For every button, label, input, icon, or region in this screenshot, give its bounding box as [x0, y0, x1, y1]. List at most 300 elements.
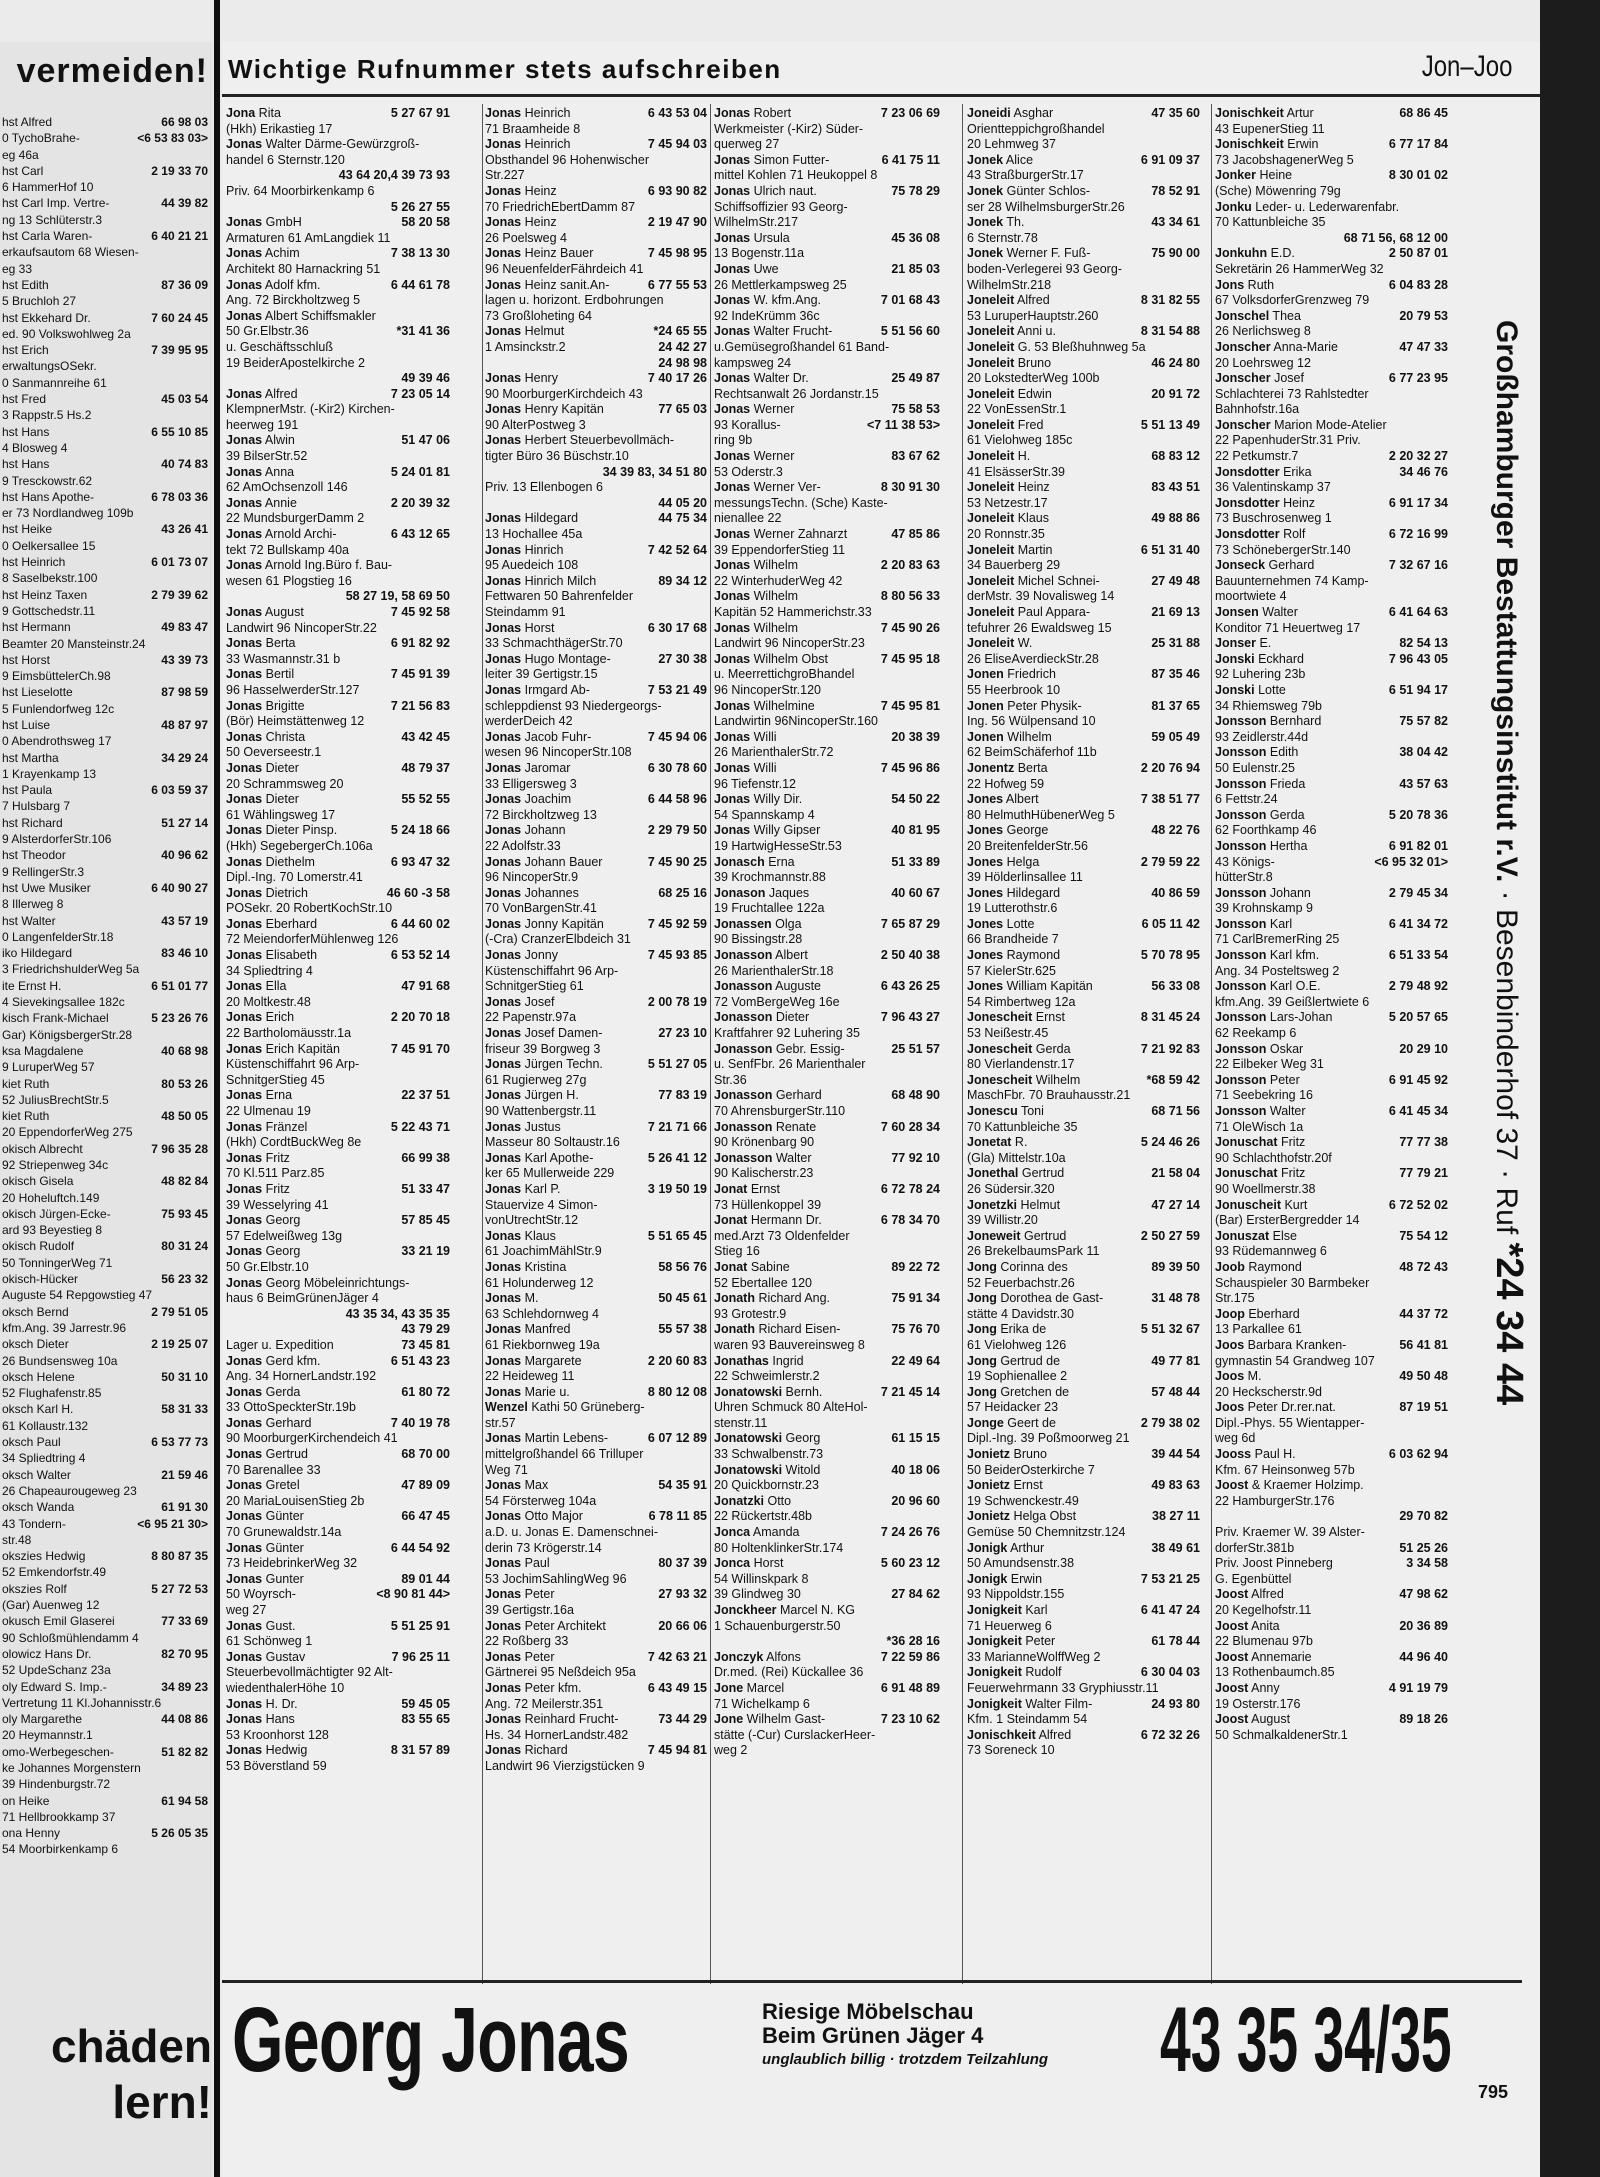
entry-details: Ingrid — [768, 1353, 804, 1368]
surname: Jonas — [226, 636, 263, 651]
side-advertisement — [1466, 320, 1546, 1720]
previous-page-header: vermeiden! — [16, 52, 208, 90]
entry-details: Werner — [750, 449, 795, 464]
phone-number: 7 45 93 85 — [647, 948, 707, 963]
listing-entry — [226, 808, 450, 824]
surname: Joneleit — [967, 339, 1015, 354]
listing-entry — [1215, 699, 1448, 715]
listing-entry — [1215, 1634, 1448, 1650]
entry-details: Corinna des — [996, 1259, 1068, 1274]
surname: Jonas — [226, 1384, 263, 1399]
phone-number: 7 21 71 66 — [647, 1119, 707, 1134]
entry-details: 54 Moorbirkenkamp 6 — [2, 1842, 119, 1857]
listing-entry — [485, 1244, 707, 1260]
listing-entry — [485, 1088, 707, 1104]
listing-entry — [485, 1494, 707, 1510]
entry-details: Edwin — [1014, 386, 1052, 401]
previous-page-entry — [2, 1369, 208, 1385]
surname: Jonas — [226, 885, 263, 900]
listing-entry — [714, 511, 940, 527]
surname: Jonas — [226, 823, 263, 838]
entry-details: 1 Amsinckstr.2 — [485, 339, 566, 354]
entry-details: 39 BilserStr.52 — [226, 449, 308, 464]
surname: Jonczyk — [714, 1649, 764, 1664]
entry-details: H. — [1014, 449, 1031, 464]
entry-details: Raymond — [1003, 948, 1061, 963]
phone-number: 8 31 57 89 — [390, 1743, 450, 1758]
listing-entry — [226, 605, 450, 621]
phone-number: 27 84 62 — [891, 1587, 940, 1602]
entry-details: Georg — [782, 1431, 821, 1446]
entry-details: 73 SchönebergerStr.140 — [1215, 542, 1351, 557]
listing-entry — [226, 1026, 450, 1042]
phone-number: 5 26 05 35 — [151, 1826, 208, 1841]
phone-number: 77 65 03 — [658, 402, 707, 417]
listing-column — [226, 106, 450, 2006]
entry-details: 39 Willistr.20 — [967, 1213, 1038, 1228]
left-footer-line1: chäden — [50, 2020, 212, 2072]
listing-entry — [967, 449, 1200, 465]
entry-details: Paul Appara- — [1014, 605, 1090, 619]
entry-details: Gerda — [1266, 807, 1305, 822]
previous-page-entry — [2, 945, 208, 961]
entry-details: kiet Ruth — [2, 1109, 50, 1124]
listing-entry — [1215, 1463, 1448, 1479]
listing-entry — [485, 1728, 707, 1744]
listing-entry — [1215, 231, 1448, 247]
listing-entry — [1215, 558, 1448, 574]
entry-details: Margarete — [521, 1353, 582, 1368]
surname: Jonsson — [1215, 885, 1267, 900]
phone-number: 44 96 40 — [1399, 1649, 1448, 1664]
entry-details: 26 Nerlichsweg 8 — [1215, 324, 1311, 339]
entry-details: kisch Frank-Michael — [2, 1011, 109, 1026]
entry-details: hst Alfred — [2, 115, 53, 129]
entry-details: Josef — [521, 994, 555, 1009]
previous-page-entry — [2, 929, 208, 945]
phone-number: <6 53 83 03> — [137, 131, 208, 146]
phone-number: 6 41 75 11 — [881, 152, 940, 167]
listing-entry — [714, 1681, 940, 1697]
listing-entry — [714, 745, 940, 761]
phone-number: 89 39 50 — [1151, 1259, 1200, 1274]
listing-entry — [714, 1400, 940, 1416]
listing-entry — [714, 792, 940, 808]
phone-number: 5 60 23 12 — [880, 1556, 940, 1571]
listing-entry — [967, 979, 1200, 995]
entry-details: 52 UpdeSchanz 23a — [2, 1663, 111, 1678]
entry-details: u. SenfFbr. 26 Marienthaler — [714, 1057, 866, 1072]
surname: Jonigkeit — [967, 1696, 1022, 1711]
listing-entry — [1215, 1509, 1448, 1525]
entry-details: Annemarie — [1248, 1649, 1312, 1664]
entry-details: Peter — [521, 1587, 555, 1602]
phone-number: 57 48 44 — [1151, 1384, 1200, 1399]
entry-details: Hinrich Milch — [521, 573, 597, 588]
surname: Jonat — [714, 1259, 748, 1274]
phone-number: 3 34 58 — [1406, 1556, 1448, 1571]
phone-number: 5 26 41 12 — [647, 1150, 707, 1165]
listing-entry — [485, 1463, 707, 1479]
previous-page-entry — [2, 342, 208, 358]
surname: Jonas — [485, 215, 522, 230]
phone-number: 55 57 38 — [658, 1322, 707, 1337]
surname: Jonsson — [1215, 1104, 1267, 1118]
listing-entry — [485, 761, 707, 777]
entry-details: 1 Krayenkamp 13 — [2, 766, 97, 781]
listing-entry — [967, 106, 1200, 122]
previous-page-strip — [0, 42, 212, 2177]
surname: Jonseck — [1215, 558, 1266, 573]
entry-details: Martin Lebens- — [521, 1431, 608, 1446]
phone-number: 2 20 39 32 — [390, 495, 450, 510]
listing-entry — [1215, 246, 1448, 262]
phone-number: 6 43 26 25 — [880, 979, 940, 994]
entry-details: Henry — [521, 371, 558, 386]
phone-number: *31 41 36 — [396, 324, 450, 339]
entry-details: 13 Hochallee 45a — [485, 527, 583, 542]
surname: Joost — [1215, 1478, 1249, 1493]
entry-details: Peter kfm. — [521, 1680, 582, 1695]
surname: Jonas — [226, 386, 263, 401]
entry-details: Peter Physik- — [1003, 698, 1082, 713]
entry-details: 90 AlterPostweg 3 — [485, 417, 586, 432]
surname: Jonas — [714, 371, 751, 386]
surname: Jonuschat — [1215, 1135, 1278, 1150]
entry-details: 39 Krochmannstr.88 — [714, 870, 826, 885]
listing-entry — [485, 1619, 707, 1635]
entry-details: 61 Vielohweg 185c — [967, 433, 1073, 448]
entry-details: hst Paula — [2, 783, 53, 798]
surname: Jonen — [967, 698, 1004, 713]
surname: Jonas — [226, 464, 263, 479]
entry-details: iko Hildegard — [2, 946, 73, 961]
entry-details: Schlachterei 73 Rahlstedter — [1215, 386, 1369, 401]
listing-entry — [967, 511, 1200, 527]
listing-entry — [485, 1665, 707, 1681]
entry-details: Alwin — [262, 433, 295, 448]
entry-details: SchnitgerStieg 61 — [485, 979, 584, 994]
entry-details: (Hkh) Erikastieg 17 — [226, 121, 333, 136]
phone-number: 6 91 48 89 — [880, 1680, 940, 1695]
entry-details: 93 Korallus- — [714, 417, 781, 432]
surname: Jonas — [485, 916, 522, 931]
listing-entry — [967, 1556, 1200, 1572]
phone-number: 56 33 08 — [1151, 979, 1200, 994]
entry-details: 71 OleWisch 1a — [1215, 1119, 1304, 1134]
surname: Jonsson — [1215, 979, 1267, 994]
entry-details: okisch Jürgen-Ecke- — [2, 1206, 111, 1221]
listing-entry — [714, 137, 940, 153]
surname: Jonetat — [967, 1135, 1012, 1150]
entry-details: Ernst — [1032, 1010, 1065, 1025]
surname: Jonas — [485, 1680, 522, 1695]
entry-details: Priv. 64 Moorbirkenkamp 6 — [226, 183, 375, 198]
entry-details: August — [1248, 1712, 1291, 1727]
listing-entry — [226, 1634, 450, 1650]
entry-details: Alfred — [1248, 1587, 1284, 1602]
entry-details: vonUtrechtStr.12 — [485, 1213, 579, 1228]
listing-entry — [1215, 1042, 1448, 1058]
entry-details: okisch-Hücker — [2, 1272, 79, 1287]
previous-page-entry — [2, 587, 208, 603]
entry-details: oksch Dieter — [2, 1337, 69, 1352]
listing-entry — [714, 324, 940, 340]
entry-details: Klaus — [1014, 511, 1049, 526]
listing-entry — [1215, 1120, 1448, 1136]
entry-details: Hans — [262, 1712, 295, 1727]
phone-number: 2 00 78 19 — [647, 994, 707, 1009]
entry-details: Lars-Johan — [1266, 1010, 1333, 1025]
listing-entry — [485, 1307, 707, 1323]
phone-number: 7 21 92 83 — [1140, 1041, 1200, 1056]
entry-details: Ang. 72 Meilerstr.351 — [485, 1696, 604, 1711]
listing-entry — [967, 371, 1200, 387]
previous-page-entry — [2, 1760, 208, 1776]
listing-entry — [714, 1276, 940, 1292]
surname: Jone — [714, 1712, 744, 1727]
entry-details: 61 Vielohweg 126 — [967, 1337, 1067, 1352]
previous-page-entry — [2, 1043, 208, 1059]
listing-entry — [226, 855, 450, 871]
listing-entry — [1215, 870, 1448, 886]
surname: Joneidi — [967, 106, 1011, 120]
entry-details: Kristina — [521, 1259, 567, 1274]
surname: Jonietz — [967, 1478, 1011, 1493]
listing-entry — [714, 1447, 940, 1463]
surname: Jonek — [967, 152, 1004, 167]
entry-details: Henry Kapitän — [521, 402, 604, 417]
listing-entry — [226, 1088, 450, 1104]
surname: Jonigk — [967, 1540, 1008, 1555]
entry-details: mittelgroßhandel 66 Trilluper — [485, 1447, 644, 1462]
entry-details: Masseur 80 Soltaustr.16 — [485, 1135, 620, 1150]
entry-details: Alfons — [763, 1649, 801, 1664]
entry-details: 70 FriedrichEbertDamm 87 — [485, 199, 636, 214]
listing-entry — [226, 1042, 450, 1058]
entry-details: 52 JuliusBrechtStr.5 — [2, 1092, 109, 1107]
phone-number: 27 49 48 — [1151, 573, 1200, 588]
entry-details: Lager u. Expedition — [226, 1337, 334, 1352]
entry-details: Architekt 80 Harnackring 51 — [226, 261, 381, 276]
surname: Jonsdotter — [1215, 495, 1280, 510]
phone-number: 54 35 91 — [658, 1478, 707, 1493]
previous-page-entry — [2, 1173, 208, 1189]
listing-entry — [714, 1151, 940, 1167]
entry-details: Anny — [1248, 1680, 1280, 1695]
surname: Jonas — [485, 573, 522, 588]
surname: Jonas — [226, 1509, 263, 1524]
entry-details: Landwirt 96 NincoperStr.22 — [226, 620, 377, 635]
surname: Jooss — [1215, 1447, 1252, 1462]
surname: Jonas — [226, 1696, 263, 1711]
previous-page-entry — [2, 1271, 208, 1287]
previous-page-entry — [2, 326, 208, 342]
entry-details: Rolf — [1279, 527, 1306, 542]
surname: Joneleit — [967, 324, 1015, 339]
listing-entry — [226, 262, 450, 278]
entry-details: Fritz — [1277, 1166, 1306, 1181]
phone-number: 20 66 06 — [658, 1618, 707, 1633]
surname: Jonas — [714, 792, 751, 807]
entry-details: hst Walter — [2, 913, 56, 928]
listing-entry — [485, 1166, 707, 1182]
listing-entry — [1215, 1431, 1448, 1447]
previous-page-entry — [2, 310, 208, 326]
surname: Jonas — [226, 760, 263, 775]
phone-number: *24 65 55 — [653, 324, 707, 339]
listing-entry — [714, 543, 940, 559]
entry-details: ring 9b — [714, 433, 753, 448]
entry-details: Schiffsoffizier 93 Georg- — [714, 199, 848, 214]
entry-details: 33 Elligersweg 3 — [485, 776, 577, 791]
entry-details: Walter — [1266, 1104, 1306, 1118]
previous-page-entry — [2, 1727, 208, 1743]
phone-number: 7 45 94 06 — [647, 729, 707, 744]
phone-number: 22 37 51 — [401, 1088, 450, 1103]
listing-entry — [1215, 1198, 1448, 1214]
surname: Jones — [967, 792, 1004, 807]
listing-entry — [714, 153, 940, 169]
entry-details: Adolf kfm. — [262, 277, 321, 292]
entry-details: 50 BeiderOsterkirche 7 — [967, 1462, 1095, 1477]
listing-entry — [714, 465, 940, 481]
phone-number: 7 45 94 81 — [647, 1743, 707, 1758]
entry-details: 53 Oderstr.3 — [714, 464, 783, 479]
entry-details: 43 Königs- — [1215, 854, 1275, 869]
phone-number: 6 72 32 26 — [1140, 1727, 1200, 1742]
listing-entry — [485, 1151, 707, 1167]
phone-number: 49 50 48 — [1399, 1369, 1448, 1384]
side-ad-brand: Großhamburger Bestattungsinstitut r.V. — [1490, 320, 1523, 883]
entry-details: Anni u. — [1014, 324, 1056, 339]
entry-details: 90 Schloßmühlendamm 4 — [2, 1630, 139, 1645]
phone-number: 46 24 80 — [1151, 355, 1200, 370]
entry-details: 26 Südersir.320 — [967, 1181, 1055, 1196]
entry-details: 22 Hofweg 59 — [967, 776, 1045, 791]
listing-entry — [1215, 387, 1448, 403]
phone-number: 83 55 65 — [401, 1712, 450, 1727]
surname: Jonek — [967, 215, 1004, 230]
phone-number: 47 89 09 — [401, 1478, 450, 1493]
listing-entry — [967, 714, 1200, 730]
entry-details: 8 Illerweg 8 — [2, 897, 64, 912]
phone-number: 89 22 72 — [891, 1259, 940, 1274]
phone-number: 68 70 00 — [401, 1447, 450, 1462]
entry-details: 50 Amundsenstr.38 — [967, 1556, 1075, 1571]
previous-page-entry — [2, 1597, 208, 1613]
previous-page-entry — [2, 1711, 208, 1727]
surname: Jonas — [485, 277, 522, 292]
listing-entry — [967, 184, 1200, 200]
listing-entry — [1215, 1307, 1448, 1323]
phone-number: 6 51 43 23 — [390, 1353, 450, 1368]
entry-details: 20 Kegelhofstr.11 — [1215, 1603, 1312, 1617]
surname: Jonas — [485, 137, 522, 152]
entry-details: Heinz — [521, 215, 557, 230]
phone-number: 55 52 55 — [401, 792, 450, 807]
entry-details: Irmgard Ab- — [521, 682, 590, 697]
surname: Jonsdotter — [1215, 464, 1280, 479]
previous-page-entry — [2, 717, 208, 733]
bottom-ad-text — [762, 2000, 1142, 2072]
entry-details: Bruno — [1014, 355, 1052, 370]
listing-entry — [1215, 777, 1448, 793]
listing-entry — [714, 1120, 940, 1136]
listing-entry — [485, 215, 707, 231]
phone-number: 7 40 17 26 — [647, 371, 707, 386]
phone-number: 5 51 13 49 — [1140, 417, 1200, 432]
entry-details: Wilhelm — [750, 558, 799, 573]
phone-number: 51 33 47 — [401, 1181, 450, 1196]
listing-entry — [967, 761, 1200, 777]
phone-number: 6 43 12 65 — [390, 527, 450, 542]
surname: Jonen — [967, 729, 1004, 744]
entry-details: Kfm. 67 Heinsonweg 57b — [1215, 1462, 1355, 1477]
entry-details: Johann Bauer — [521, 854, 603, 869]
entry-details: 4 Blosweg 4 — [2, 440, 68, 455]
listing-entry — [967, 1525, 1200, 1541]
entry-details: messungsTechn. (Sche) Kaste- — [714, 495, 888, 510]
previous-page-entry — [2, 1206, 208, 1222]
entry-details: 19 Lutterothstr.6 — [967, 901, 1058, 916]
entry-details: 4 Sievekingsallee 182c — [2, 995, 125, 1010]
entry-details: Albert — [772, 948, 808, 963]
listing-entry — [714, 168, 940, 184]
entry-details: 39 Wesselyring 41 — [226, 1197, 329, 1212]
entry-details: Josef — [1270, 371, 1304, 386]
listing-entry — [485, 636, 707, 652]
entry-details: W. — [1014, 636, 1033, 651]
listing-entry — [226, 745, 450, 761]
entry-details: 73 Buschrosenweg 1 — [1215, 511, 1332, 526]
listing-entry — [226, 1198, 450, 1214]
phone-number: 43 35 34, 43 35 35 — [345, 1306, 450, 1321]
entry-details: derin 73 Krögerstr.14 — [485, 1540, 602, 1555]
phone-number: 89 34 12 — [658, 573, 707, 588]
entry-details: Olga — [771, 916, 802, 931]
entry-details: 0 Oelkersallee 15 — [2, 538, 96, 553]
entry-details: Str.175 — [1215, 1291, 1255, 1306]
listing-entry — [485, 402, 707, 418]
entry-details: M. — [521, 1291, 539, 1306]
previous-page-entry — [2, 961, 208, 977]
entry-details: Manfred — [521, 1322, 571, 1337]
phone-number: 29 70 82 — [1399, 1509, 1448, 1524]
entry-details: Albert — [1003, 792, 1039, 807]
previous-page-entry — [2, 1190, 208, 1206]
surname: Jonatowski — [714, 1462, 783, 1477]
surname: Jonsson — [1215, 1010, 1267, 1025]
entry-details: 70 Grunewaldstr.14a — [226, 1525, 342, 1540]
listing-entry — [967, 1650, 1200, 1666]
entry-details: Artur — [1283, 106, 1314, 120]
listing-entry — [485, 1010, 707, 1026]
surname: Jonas — [714, 698, 751, 713]
previous-page-entry — [2, 1532, 208, 1548]
entry-details: 33 OttoSpeckterStr.19b — [226, 1400, 356, 1415]
listing-entry — [967, 231, 1200, 247]
entry-details: E. — [1256, 636, 1272, 651]
entry-details: wesen 61 Plogstieg 16 — [226, 573, 352, 588]
phone-number: 6 53 52 14 — [390, 948, 450, 963]
surname: Jonasson — [714, 1119, 773, 1134]
surname: Jonas — [485, 620, 522, 635]
entry-details: waren 93 Bauvereinsweg 8 — [714, 1337, 865, 1352]
entry-details: Erna — [262, 1088, 293, 1103]
surname: Jonas — [226, 698, 263, 713]
page-edge — [1540, 0, 1600, 2177]
